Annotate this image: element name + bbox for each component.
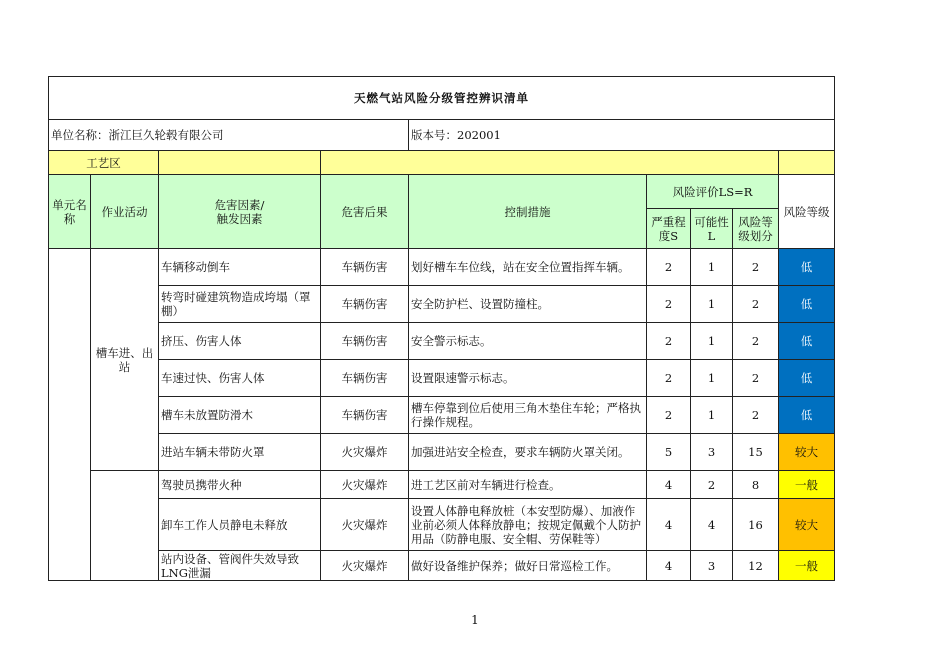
severity-cell: 4	[647, 499, 691, 551]
likelihood-cell: 1	[691, 397, 733, 434]
consequence-cell: 车辆伤害	[321, 360, 409, 397]
risk-level-badge: 低	[779, 397, 835, 434]
consequence-cell: 车辆伤害	[321, 286, 409, 323]
risk-level-badge: 低	[779, 249, 835, 286]
risk-score-cell: 2	[733, 249, 779, 286]
hazard-cell: 转弯时碰建筑物造成垮塌（罩棚）	[159, 286, 321, 323]
section-label: 工艺区	[49, 151, 159, 175]
hazard-cell: 卸车工作人员静电未释放	[159, 499, 321, 551]
risk-level-badge: 低	[779, 323, 835, 360]
control-cell: 加强进站安全检查，要求车辆防火罩关闭。	[409, 434, 647, 471]
risk-score-cell: 2	[733, 323, 779, 360]
risk-level-badge: 一般	[779, 471, 835, 499]
consequence-cell: 火灾爆炸	[321, 551, 409, 581]
likelihood-cell: 4	[691, 499, 733, 551]
control-cell: 划好槽车车位线，站在安全位置指挥车辆。	[409, 249, 647, 286]
activity-cell	[91, 471, 159, 581]
control-cell: 设置人体静电释放桩（本安型防爆）、加液作业前必须人体释放静电；按规定佩戴个人防护用品（防静电服、安全帽、劳保鞋等）	[409, 499, 647, 551]
header-activity: 作业活动	[91, 175, 159, 249]
section-cell	[779, 151, 835, 175]
severity-cell: 2	[647, 249, 691, 286]
header-consequence: 危害后果	[321, 175, 409, 249]
hazard-cell: 站内设备、管阀件失效导致LNG泄漏	[159, 551, 321, 581]
header-hazard: 危害因素/ 触发因素	[159, 175, 321, 249]
control-cell: 安全防护栏、设置防撞柱。	[409, 286, 647, 323]
unit-name-cell	[49, 249, 91, 581]
hazard-cell: 挤压、伤害人体	[159, 323, 321, 360]
likelihood-cell: 3	[691, 551, 733, 581]
severity-cell: 2	[647, 397, 691, 434]
likelihood-cell: 2	[691, 471, 733, 499]
page-number: 1	[471, 613, 479, 627]
consequence-cell: 火灾爆炸	[321, 499, 409, 551]
consequence-cell: 车辆伤害	[321, 249, 409, 286]
likelihood-cell: 1	[691, 286, 733, 323]
severity-cell: 4	[647, 471, 691, 499]
risk-score-cell: 2	[733, 360, 779, 397]
likelihood-cell: 1	[691, 360, 733, 397]
hazard-cell: 车辆移动倒车	[159, 249, 321, 286]
likelihood-cell: 3	[691, 434, 733, 471]
header-unit-name: 单元名称	[49, 175, 91, 249]
control-cell: 设置限速警示标志。	[409, 360, 647, 397]
section-cell	[159, 151, 321, 175]
version-label: 版本号：202001	[409, 120, 835, 151]
risk-table	[48, 76, 835, 581]
risk-score-cell: 2	[733, 286, 779, 323]
hazard-cell: 车速过快、伤害人体	[159, 360, 321, 397]
risk-level-badge: 较大	[779, 434, 835, 471]
risk-level-badge: 一般	[779, 551, 835, 581]
consequence-cell: 车辆伤害	[321, 323, 409, 360]
consequence-cell: 火灾爆炸	[321, 471, 409, 499]
likelihood-cell: 1	[691, 249, 733, 286]
header-control: 控制措施	[409, 175, 647, 249]
control-cell: 槽车停靠到位后使用三角木垫住车轮；严格执行操作规程。	[409, 397, 647, 434]
risk-level-badge: 低	[779, 360, 835, 397]
hazard-cell: 槽车未放置防滑木	[159, 397, 321, 434]
consequence-cell: 车辆伤害	[321, 397, 409, 434]
consequence-cell: 火灾爆炸	[321, 434, 409, 471]
header-likelihood: 可能性L	[691, 209, 733, 249]
severity-cell: 2	[647, 286, 691, 323]
risk-level-badge: 较大	[779, 499, 835, 551]
control-cell: 做好设备维护保养；做好日常巡检工作。	[409, 551, 647, 581]
likelihood-cell: 1	[691, 323, 733, 360]
unit-name-label: 单位名称：浙江巨久轮毂有限公司	[49, 120, 409, 151]
header-severity: 严重程度S	[647, 209, 691, 249]
control-cell: 进工艺区前对车辆进行检查。	[409, 471, 647, 499]
page-title: 天燃气站风险分级管控辨识清单	[49, 77, 835, 120]
hazard-cell: 驾驶员携带火种	[159, 471, 321, 499]
risk-score-cell: 8	[733, 471, 779, 499]
risk-score-cell: 15	[733, 434, 779, 471]
severity-cell: 2	[647, 360, 691, 397]
section-cell	[321, 151, 779, 175]
activity-cell: 槽车进、出站	[91, 249, 159, 471]
severity-cell: 4	[647, 551, 691, 581]
risk-score-cell: 12	[733, 551, 779, 581]
risk-score-cell: 2	[733, 397, 779, 434]
risk-level-badge: 低	[779, 286, 835, 323]
hazard-cell: 进站车辆未带防火罩	[159, 434, 321, 471]
header-risk-eval: 风险评价LS=R	[647, 175, 779, 209]
control-cell: 安全警示标志。	[409, 323, 647, 360]
header-risk-level: 风险等级	[779, 175, 835, 249]
risk-score-cell: 16	[733, 499, 779, 551]
severity-cell: 5	[647, 434, 691, 471]
header-risk-score: 风险等级划分	[733, 209, 779, 249]
severity-cell: 2	[647, 323, 691, 360]
